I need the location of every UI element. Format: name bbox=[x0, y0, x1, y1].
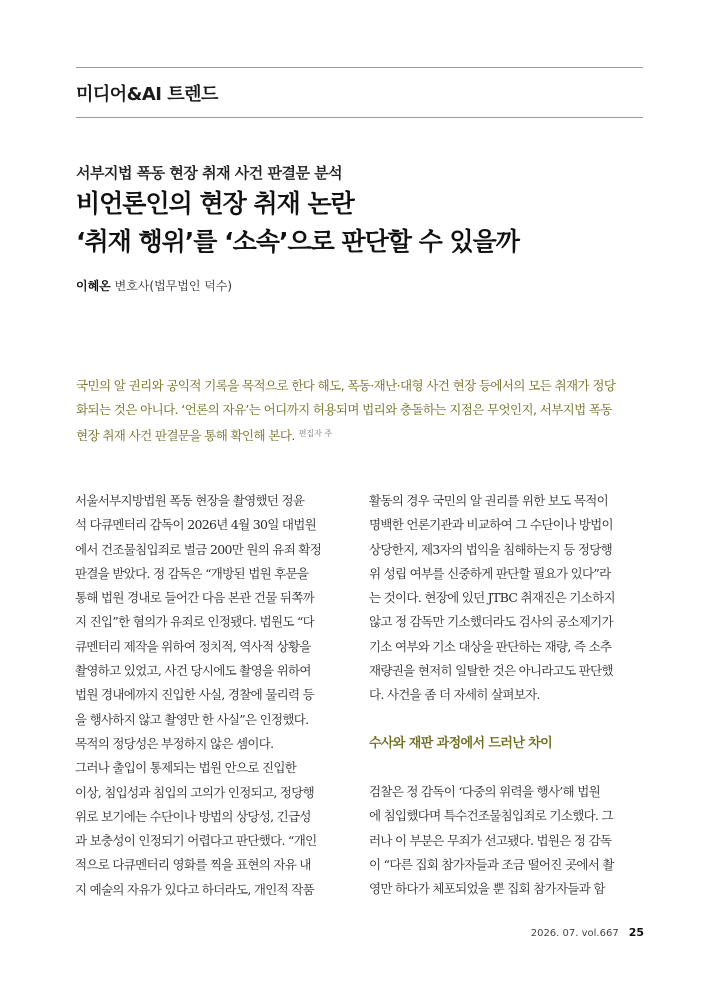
issue-info: 2026. 07. vol.667 bbox=[530, 928, 619, 939]
text-line: 위로 보기에는 수단이나 방법의 상당성, 긴급성 bbox=[75, 808, 311, 824]
section-rule bbox=[76, 117, 643, 118]
text-line: 지 예술의 자유가 있다고 하더라도, 개인적 작품 bbox=[75, 881, 315, 897]
text-line: 러나 이 부분은 무죄가 선고됐다. 법원은 정 감독 bbox=[369, 832, 612, 848]
text-line: 검찰은 정 감독이 ‘다중의 위력을 행사’해 법원 bbox=[369, 783, 600, 799]
text-line: 영만 하다가 체포되었을 뿐 집회 참가자들과 함 bbox=[369, 881, 605, 897]
author-name: 이혜온 bbox=[76, 279, 111, 293]
page-footer bbox=[531, 926, 644, 939]
article-subtitle: 서부지법 폭동 현장 취재 사건 판결문 분석 bbox=[76, 164, 343, 182]
lead-line: 국민의 알 권리와 공익적 기록을 목적으로 한다 해도, 폭동·재난·대형 사건 현장 등에서의 모든 취재가 정당 bbox=[76, 378, 616, 393]
headline-line: ‘취재 행위’를 ‘소속’으로 판단할 수 있을까 bbox=[76, 227, 519, 256]
text-line: 석 다큐멘터리 감독이 2026년 4월 30일 대법원 bbox=[75, 517, 317, 533]
text-line: 활동의 경우 국민의 알 권리를 위한 보도 목적이 bbox=[369, 493, 609, 508]
text-line: 큐멘터리 제작을 위하여 정치적, 역사적 상황을 bbox=[75, 638, 311, 654]
body-column-left bbox=[75, 489, 355, 902]
text-line: 에 침입했다며 특수건조물침입죄로 기소했다. 그 bbox=[369, 808, 613, 824]
text-line: 지 진입”한 혐의가 유죄로 인정됐다. 법원도 “다 bbox=[75, 614, 315, 630]
text-line: 이 “다른 집회 참가자들과 조금 떨어진 곳에서 촬 bbox=[369, 856, 614, 872]
text-line: 통해 법원 경내로 들어간 다음 본관 건물 뒤쪽까 bbox=[75, 590, 315, 606]
headline-line: 비언론인의 현장 취재 논란 bbox=[76, 189, 354, 218]
text-line: 명백한 언론기관과 비교하여 그 수단이나 방법이 bbox=[369, 517, 613, 533]
editor-note: 편집자 주 bbox=[298, 429, 333, 438]
author-affiliation: 변호사(법무법인 덕수) bbox=[114, 279, 233, 293]
byline bbox=[76, 277, 232, 294]
text-line: 재량권을 현저히 일탈한 것은 아니라고도 판단했 bbox=[369, 663, 613, 679]
text-line: 과 보충성이 인정되기 어렵다고 판단했다. “개인 bbox=[75, 833, 317, 849]
text-line: 상당한지, 제3자의 법익을 침해하는지 등 정당행 bbox=[369, 541, 613, 557]
page-number: 25 bbox=[628, 926, 644, 939]
text-line: 다. 사건을 좀 더 자세히 살펴보자. bbox=[369, 687, 540, 703]
body-column-right bbox=[369, 489, 649, 901]
text-line: 법원 경내에까지 진입한 사실, 경찰에 물리력 등 bbox=[75, 687, 315, 703]
text-line: 적으로 다큐멘터리 영화를 찍을 표현의 자유 내 bbox=[75, 857, 311, 873]
lead-line: 현장 취재 사건 판결문을 통해 확인해 본다. $^{편집자 주}$ bbox=[76, 428, 333, 443]
text-line: 에서 건조물침입죄로 벌금 200만 원의 유죄 확정 bbox=[75, 541, 322, 557]
lead-paragraph bbox=[76, 374, 646, 448]
top-rule bbox=[76, 67, 643, 68]
body-paragraph bbox=[369, 780, 649, 901]
section-title: 미디어&AI 트렌드 bbox=[76, 84, 218, 105]
text-line: 위 성립 여부를 신중하게 판단할 필요가 있다”라 bbox=[369, 565, 611, 581]
spacer bbox=[369, 756, 649, 780]
text-line: 그러나 출입이 통제되는 법원 안으로 진입한 bbox=[75, 760, 297, 776]
text-line: 목적의 정당성은 부정하지 않은 셈이다. bbox=[75, 735, 274, 751]
text-line: 촬영하고 있었고, 사건 당시에도 촬영을 위하여 bbox=[75, 663, 311, 679]
spacer bbox=[369, 708, 649, 732]
article-headline bbox=[76, 185, 519, 261]
text-line: 서울서부지방법원 폭동 현장을 촬영했던 정윤 bbox=[75, 493, 305, 508]
text-line: 이상, 침입성과 침입의 고의가 인정되고, 정당행 bbox=[75, 784, 315, 800]
lead-line: 화되는 것은 아니다. ‘언론의 자유’는 어디까지 허용되며 법리와 충돌하는 지점은 무엇인지, 서부지법 폭동 bbox=[76, 402, 612, 417]
text-line: 을 행사하지 않고 촬영만 한 사실”은 인정했다. bbox=[75, 711, 309, 727]
text-line: 않고 정 감독만 기소했더라도 검사의 공소제기가 bbox=[369, 614, 613, 630]
text-line: 는 것이다. 현장에 있던 JTBC 취재진은 기소하지 bbox=[369, 590, 615, 606]
section-heading: 수사와 재판 과정에서 드러난 차이 bbox=[369, 735, 553, 751]
text-line: 기소 여부와 기소 대상을 판단하는 재량, 즉 소추 bbox=[369, 638, 612, 654]
text-line: 판결을 받았다. 정 감독은 “개방된 법원 후문을 bbox=[75, 565, 309, 581]
body-paragraph bbox=[369, 489, 649, 708]
